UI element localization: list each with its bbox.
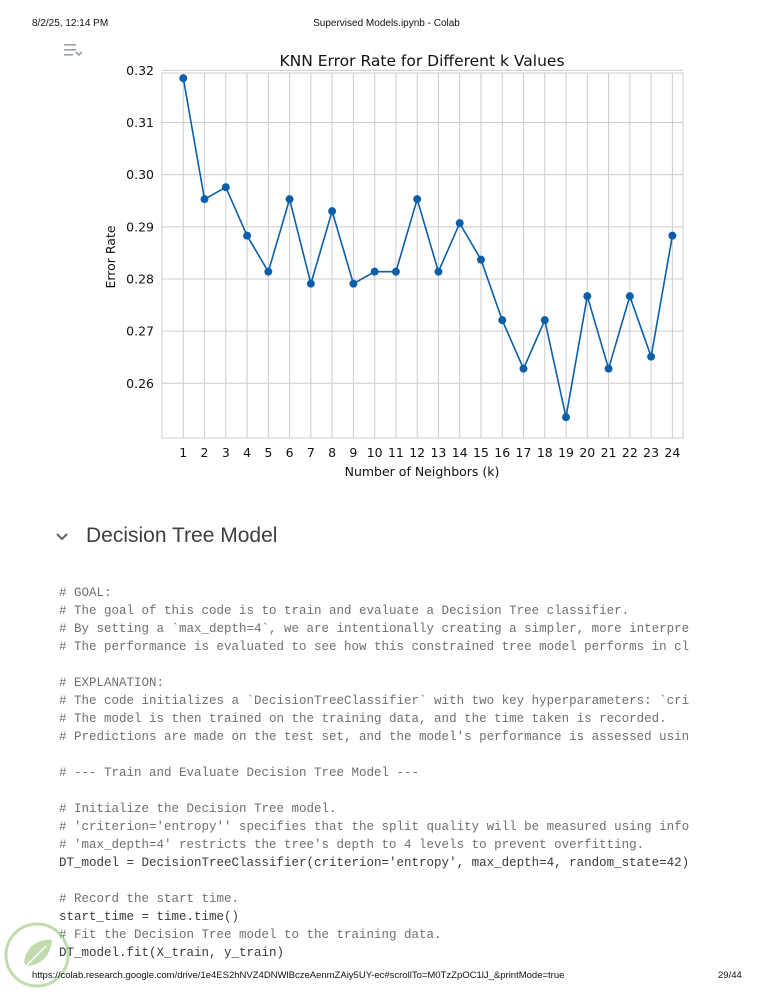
data-point bbox=[668, 232, 676, 240]
x-tick-label: 3 bbox=[221, 445, 230, 460]
code-line: # 'criterion='entropy'' specifies that the split quality will be measured using info bbox=[59, 820, 690, 834]
y-tick-label: 0.32 bbox=[126, 62, 154, 78]
y-tick-label: 0.28 bbox=[126, 271, 154, 287]
print-url: https://colab.research.google.com/drive/1e4ES2hNVZ4DNWlBczeAenmZAiy5UY-ec#scrollTo=M0TzZpOC1lJ_&printMode=true bbox=[32, 970, 565, 981]
data-point bbox=[179, 74, 187, 82]
code-line: # GOAL: bbox=[59, 586, 112, 600]
x-tick-label: 18 bbox=[536, 445, 553, 460]
x-tick-label: 4 bbox=[243, 445, 252, 460]
data-point bbox=[264, 268, 272, 276]
x-tick-label: 16 bbox=[494, 445, 511, 460]
code-line: # Initialize the Decision Tree model. bbox=[59, 802, 337, 816]
y-tick-label: 0.31 bbox=[126, 115, 154, 131]
data-point bbox=[498, 316, 506, 324]
y-tick-label: 0.29 bbox=[126, 219, 154, 235]
data-point bbox=[562, 413, 570, 421]
data-point bbox=[434, 268, 442, 276]
print-datetime: 8/2/25, 12:14 PM bbox=[32, 18, 109, 29]
code-line: start_time = time.time() bbox=[59, 910, 240, 924]
code-line: # The performance is evaluated to see how this constrained tree model performs in cl bbox=[59, 640, 690, 654]
code-line: # Fit the Decision Tree model to the training data. bbox=[59, 928, 442, 942]
x-tick-label: 15 bbox=[473, 445, 489, 460]
code-blank-line bbox=[59, 872, 727, 890]
data-point bbox=[583, 292, 591, 300]
x-tick-label: 9 bbox=[349, 445, 358, 460]
x-tick-label: 10 bbox=[366, 445, 383, 460]
data-point bbox=[647, 353, 655, 361]
data-point bbox=[520, 365, 528, 373]
x-tick-label: 12 bbox=[409, 445, 426, 460]
code-line: # The model is then trained on the training data, and the time taken is recorded. bbox=[59, 712, 667, 726]
x-tick-label: 6 bbox=[285, 445, 294, 460]
chart-title: KNN Error Rate for Different k Values bbox=[279, 52, 565, 70]
code-line: # Record the start time. bbox=[59, 892, 240, 906]
code-line: # --- Train and Evaluate Decision Tree Model --- bbox=[59, 766, 420, 780]
code-line: # The code initializes a `DecisionTreeClassifier` with two key hyperparameters: `cri bbox=[59, 694, 690, 708]
data-point bbox=[307, 280, 315, 288]
code-line: # EXPLANATION: bbox=[59, 676, 165, 690]
y-tick-label: 0.27 bbox=[126, 323, 154, 339]
x-tick-label: 19 bbox=[558, 445, 574, 460]
x-tick-label: 24 bbox=[664, 445, 681, 460]
data-point bbox=[413, 195, 421, 203]
code-line: # Predictions are made on the test set, and the model's performance is assessed usin bbox=[59, 730, 690, 744]
code-line: DT_model = DecisionTreeClassifier(criterion='entropy', max_depth=4, random_state=42) bbox=[59, 856, 690, 870]
print-page-number: 29/44 bbox=[718, 970, 742, 981]
x-tick-label: 14 bbox=[451, 445, 468, 460]
data-point bbox=[243, 232, 251, 240]
data-point bbox=[605, 365, 613, 373]
x-tick-label: 23 bbox=[643, 445, 660, 460]
data-point bbox=[392, 268, 400, 276]
data-point bbox=[349, 280, 357, 288]
x-tick-label: 8 bbox=[328, 445, 337, 460]
x-tick-label: 13 bbox=[430, 445, 447, 460]
code-line: # 'max_depth=4' restricts the tree's depth to 4 levels to prevent overfitting. bbox=[59, 838, 645, 852]
x-tick-label: 20 bbox=[579, 445, 596, 460]
code-line: DT_model.fit(X_train, y_train) bbox=[59, 946, 285, 960]
code-blank-line bbox=[59, 656, 727, 674]
y-tick-label: 0.30 bbox=[126, 167, 154, 183]
data-point bbox=[201, 195, 209, 203]
code-blank-line bbox=[59, 782, 727, 800]
data-point bbox=[477, 256, 485, 264]
x-tick-label: 17 bbox=[515, 445, 532, 460]
code-blank-line bbox=[59, 746, 727, 764]
print-page-title: Supervised Models.ipynb - Colab bbox=[313, 18, 460, 29]
chevron-down-icon[interactable] bbox=[50, 524, 74, 548]
code-cell[interactable] bbox=[59, 584, 727, 962]
y-tick-label: 0.26 bbox=[126, 375, 154, 391]
x-tick-label: 21 bbox=[600, 445, 617, 460]
x-tick-label: 1 bbox=[179, 445, 188, 460]
data-point bbox=[371, 268, 379, 276]
data-point bbox=[456, 219, 464, 227]
x-tick-label: 22 bbox=[621, 445, 638, 460]
x-tick-label: 2 bbox=[200, 445, 209, 460]
x-axis-label: Number of Neighbors (k) bbox=[344, 464, 500, 479]
data-point bbox=[286, 195, 294, 203]
data-point bbox=[222, 183, 230, 191]
y-axis-label: Error Rate bbox=[103, 225, 118, 289]
code-line: # The goal of this code is to train and evaluate a Decision Tree classifier. bbox=[59, 604, 630, 618]
section-header[interactable] bbox=[50, 520, 277, 552]
section-title: Decision Tree Model bbox=[86, 524, 278, 547]
x-tick-label: 11 bbox=[387, 445, 404, 460]
x-tick-label: 7 bbox=[306, 445, 315, 460]
x-tick-label: 5 bbox=[264, 445, 273, 460]
data-point bbox=[541, 316, 549, 324]
code-line: # By setting a `max_depth=4`, we are intentionally creating a simpler, more interpre bbox=[59, 622, 690, 636]
data-point bbox=[328, 207, 336, 215]
data-point bbox=[626, 292, 634, 300]
